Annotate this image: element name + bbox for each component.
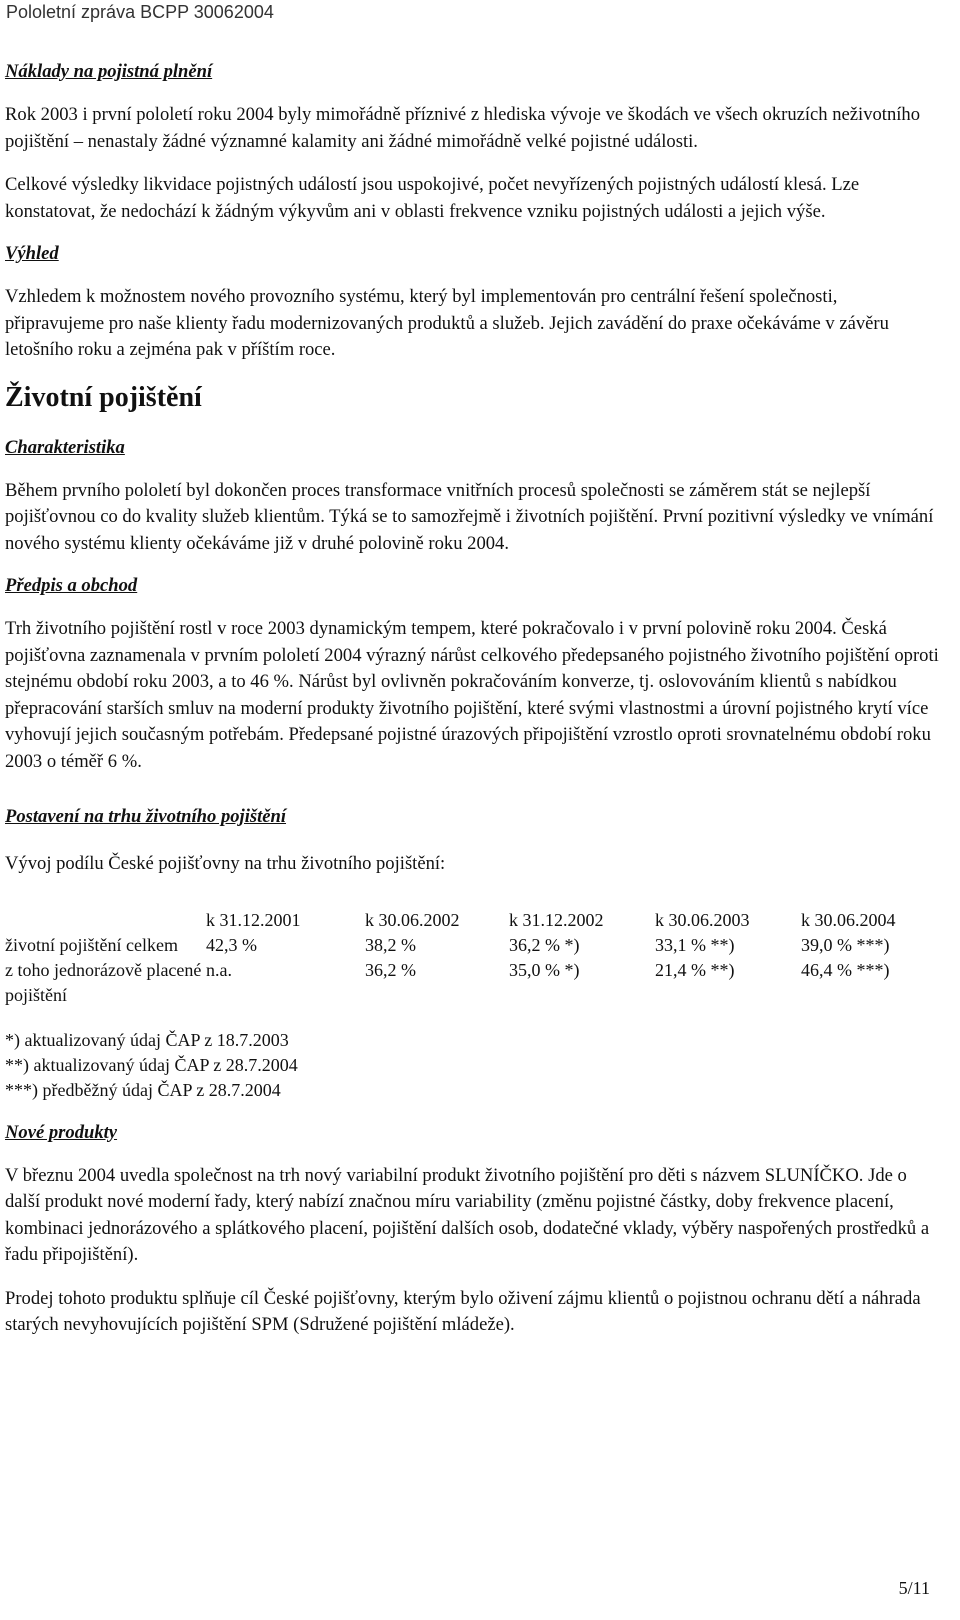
paragraph-charakteristika: Během prvního pololetí byl dokončen proces transformace vnitřních procesů společnosti se záměrem stát se nejlepší pojišťovnou co do kvality služeb klientům. Týká se to samozřejmě i životních pojištění. První pozitivní výsledky ve vnímání nového systému klienty očekáváme již v druhé polovině roku 2004. — [5, 479, 934, 554]
table-header-cell: k 30.06.2002 — [365, 909, 460, 930]
table-cell: 36,2 % — [365, 959, 416, 980]
table-header-cell: k 30.06.2004 — [801, 909, 896, 930]
table-cell: z toho jednorázově placené pojištění — [5, 959, 202, 1005]
paragraph-nove-2: Prodej tohoto produktu splňuje cíl České pojišťovny, kterým bylo oživení zájmu klientů o pojistnou ochranu dětí a náhrada starých nevyhovujících pojištění SPM (Sdružené pojištění mládeže). — [5, 1287, 921, 1335]
table-cell: 36,2 % *) — [509, 934, 580, 955]
table-cell: 38,2 % — [365, 934, 416, 955]
paragraph-predpis: Trh životního pojištění rostl v roce 2003 dynamickým tempem, které pokračovalo i v první polovině roku 2004. Česká pojišťovna zaznamenala v prvním pololetí 2004 výrazný nárůst celkového předepsaného pojistného životního pojištění oproti stejnému období roku 2003, a to 46 %. Nárůst byl ovlivněn pokračováním konverze, tj. oslovováním klientů s nabídkou přepracování starších smluv na moderní produkty životního pojištění, které svými vlastnostmi a úrovní pojistného krytí více vyhovují jejich současným potřebám. Předepsané pojistné úrazových připojištění vzrostlo oproti srovnatelnému období roku 2003 o téměř 6 %. — [5, 618, 939, 772]
footnote: **) aktualizovaný údaj ČAP z 28.7.2004 — [5, 1054, 298, 1075]
paragraph-naklady-1: Rok 2003 i první pololetí roku 2004 byly mimořádně příznivé z hlediska vývoje ve škodách ve všech okruzích neživotního pojištění – nenastaly žádné významné kalamity ani žádné mimořádně velké pojistné události. — [5, 104, 921, 152]
heading-vyhled: Výhled — [5, 243, 59, 264]
table-cell: 46,4 % ***) — [801, 959, 890, 980]
heading-predpis: Předpis a obchod — [5, 575, 138, 596]
table-cell: n.a. — [206, 959, 232, 980]
paragraph-postaveni-intro: Vývoj podílu České pojišťovny na trhu životního pojištění: — [5, 853, 446, 874]
table-row — [5, 958, 896, 1008]
heading-postaveni: Postavení na trhu životního pojištění — [5, 806, 287, 827]
table-cell: 42,3 % — [206, 934, 257, 955]
document-body — [5, 60, 940, 1339]
paragraph-nove-1: V březnu 2004 uvedla společnost na trh nový variabilní produkt životního pojištění pro děti s názvem SLUNÍČKO. Jde o další produkt nové moderní řady, který nabízí značnou míru variability (změnu pojistné částky, doby frekvence placení, kombinaci jednorázového a splátkového placení, pojištění dalších osob, dodatečné vklady, výběry naspořených prostředků a řadu připojištění). — [5, 1164, 930, 1265]
table-cell: 35,0 % *) — [509, 959, 580, 980]
table-row — [5, 933, 896, 958]
paragraph-naklady-2: Celkové výsledky likvidace pojistných událostí jsou uspokojivé, počet nevyřízených pojistných událostí klesá. Lze konstatovat, že nedochází k žádným výkyvům ani v oblasti frekvence vzniku pojistných události a jejich výše. — [5, 174, 860, 222]
heading-nove-produkty: Nové produkty — [5, 1121, 118, 1143]
heading-charakteristika: Charakteristika — [5, 436, 125, 458]
table-cell: 21,4 % **) — [655, 959, 735, 980]
footnotes — [5, 1028, 940, 1103]
table-cell: 39,0 % ***) — [801, 934, 890, 955]
footnote: *) aktualizovaný údaj ČAP z 18.7.2003 — [5, 1029, 289, 1050]
table-cell: 33,1 % **) — [655, 934, 735, 955]
table-header-cell — [5, 908, 206, 933]
table-header-cell: k 31.12.2001 — [206, 909, 301, 930]
paragraph-vyhled: Vzhledem k možnostem nového provozního systému, který byl implementován pro centrální řešení společnosti, připravujeme pro naše klienty řadu modernizovaných produktů a služeb. Jejich zavádění do praxe očekáváme v závěru letošního roku a zejména pak v příštím roce. — [5, 286, 889, 360]
table-cell: životní pojištění celkem — [5, 934, 178, 955]
table-header-cell: k 31.12.2002 — [509, 909, 604, 930]
table-header-cell: k 30.06.2003 — [655, 909, 750, 930]
page-number: 5/11 — [898, 1578, 930, 1598]
table-header-row — [5, 908, 896, 933]
market-share-table — [5, 908, 896, 1008]
page-header-title: Pololetní zpráva BCPP 30062004 — [6, 2, 274, 22]
footnote: ***) předběžný údaj ČAP z 28.7.2004 — [5, 1079, 281, 1100]
heading-naklady: Náklady na pojistná plnění — [5, 61, 213, 82]
section-title-zivotni-pojisteni: Životní pojištění — [5, 381, 202, 413]
